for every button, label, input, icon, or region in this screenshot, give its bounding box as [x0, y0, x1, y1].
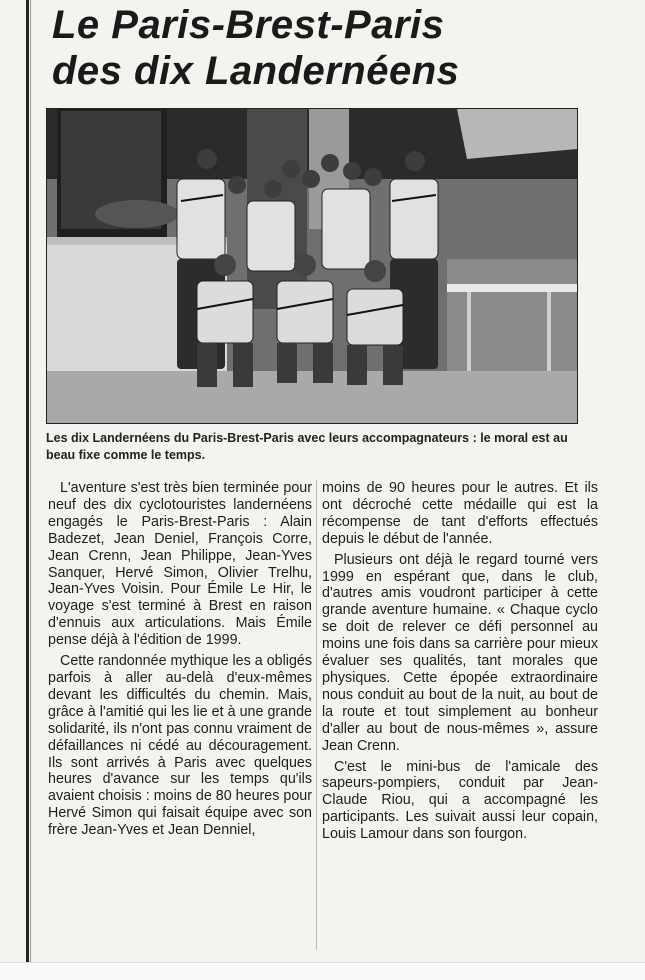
scan-bottom-edge: [0, 962, 645, 980]
article-paragraph: moins de 90 heures pour le autres. Et ils ont décroché cette médaille qui est la récompense de tant d'efforts effectués depuis le début de l'année.: [322, 480, 598, 547]
column-divider: [316, 480, 317, 950]
page-margin-rule-thin: [30, 0, 31, 979]
group-photo-icon: [47, 109, 577, 423]
article-headline: [52, 2, 459, 94]
article-column-left: [48, 480, 312, 843]
group-photo: [46, 108, 578, 424]
page-margin-rule: [26, 0, 29, 979]
article-paragraph: C'est le mini-bus de l'amicale des sapeurs-pompiers, conduit par Jean-Claude Riou, qui a accompagné les participants. Les suivait aussi leur copain, Louis Lamour dans son fourgon.: [322, 758, 598, 843]
article-column-right: [322, 480, 598, 847]
photo-caption: Les dix Landernéens du Paris-Brest-Paris avec leurs accompagnateurs : le moral est au beau fixe comme le temps.: [46, 431, 568, 462]
headline-line-2: des dix Landernéens: [52, 49, 460, 93]
article-paragraph: L'aventure s'est très bien terminée pour neuf des dix cyclotouristes landernéens engagés le Paris-Brest-Paris : Alain Badezet, Jean Deniel, François Corre, Jean Crenn, Jean Philippe, Jean-Yves Sanquer, Hervé Simon, Olivier Trelhu, Jean-Yves Voisin. Pour Émile Le Hir, le voyage s'est terminé à Brest en raison d'ennuis aux articulations. Mais Émile pense déjà à l'édition de 1999.: [48, 480, 312, 649]
headline-line-1: Le Paris-Brest-Paris: [52, 3, 445, 47]
article-paragraph: Cette randonnée mythique les a obligés parfois à aller au-delà d'eux-mêmes devant les difficultés du chemin. Mais, grâce à l'amitié qui les lie et à une grande solidarité, ils n'ont pas connu vraiment de défaillances ni cédé au découragement. Ils sont arrivés à Paris avec quelques heures d'avance sur les temps qu'ils avaient choisis : moins de 80 heures pour Hervé Simon qui faisait équipe avec son frère Jean-Yves et Jean Denniel,: [48, 653, 312, 839]
article-paragraph: Plusieurs ont déjà le regard tourné vers 1999 en espérant que, dans le club, d'autres amis voudront participer à cette grande aventure humaine. « Chaque cyclo se doit de relever ce défi personnel au moins une fois dans sa carrière pour mieux évaluer ses qualités, tant morales que physiques. Cette épopée extraordinaire nous conduit au bout de la nuit, au bout de la route et tout simplement au bonheur d'aller au bout de nous-mêmes », assure Jean Crenn.: [322, 551, 598, 754]
